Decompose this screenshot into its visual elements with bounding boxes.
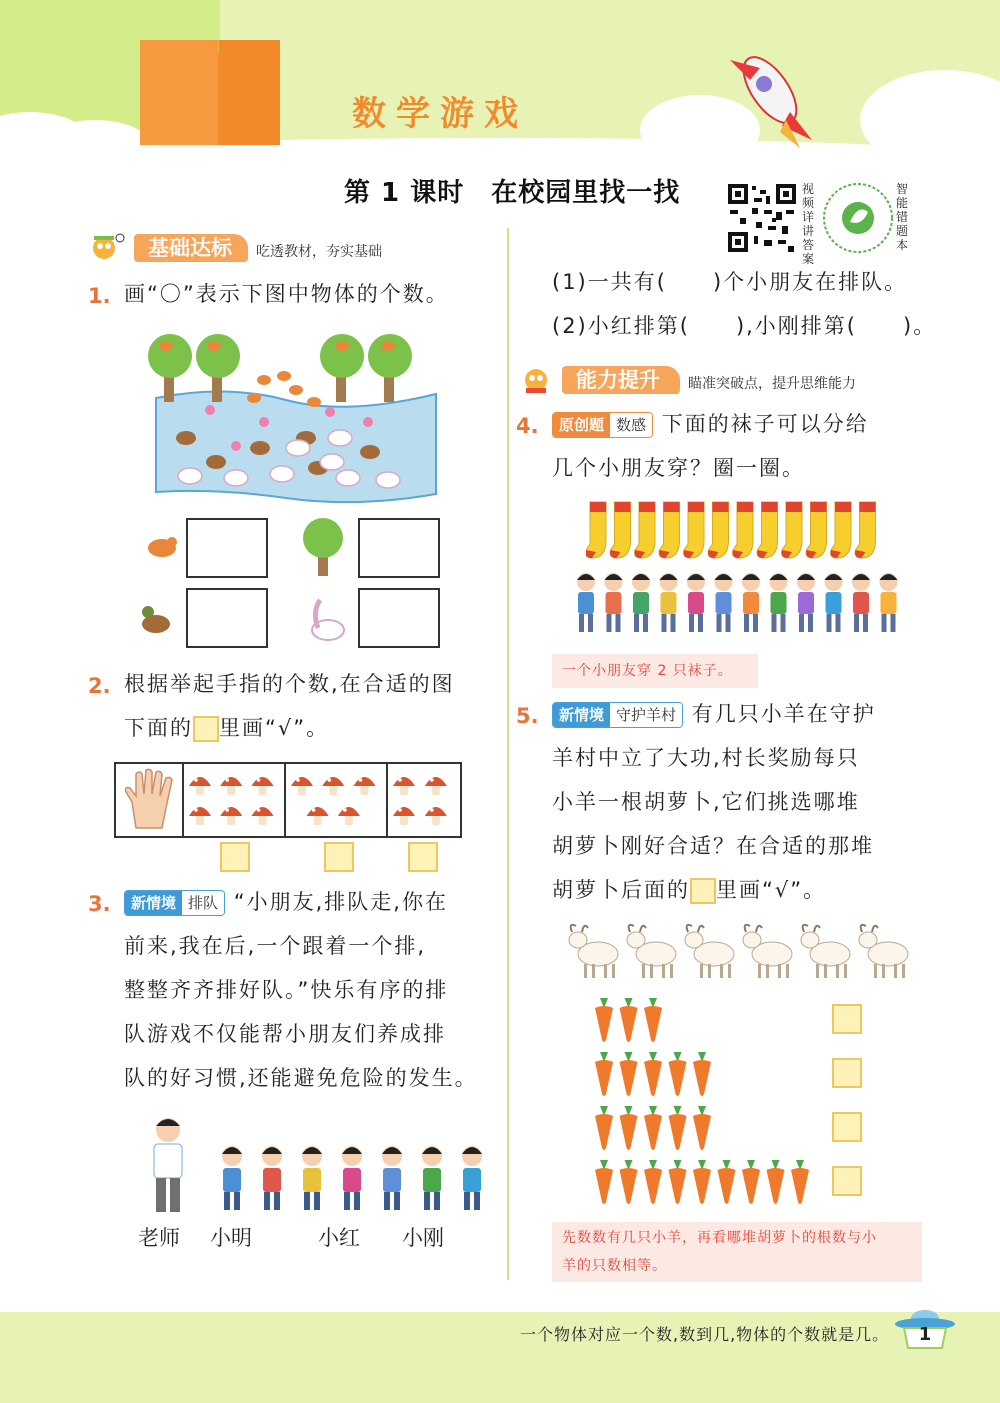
section-title: 能力提升 — [562, 366, 680, 394]
tree-group-right — [320, 334, 412, 402]
sock-icon — [610, 502, 630, 558]
carrot-icon — [718, 1160, 736, 1204]
column-divider — [507, 228, 509, 1280]
mushroom-icon — [425, 777, 447, 795]
footer-tip: 一个物体对应一个数,数到几,物体的个数就是几。 — [520, 1325, 890, 1344]
goat-icon — [859, 925, 908, 978]
answer-box-swan[interactable] — [358, 588, 440, 648]
sock-icon — [708, 502, 728, 558]
carrot-icon — [693, 1052, 711, 1096]
tick-box-pile-3[interactable] — [832, 1112, 862, 1142]
qr-code-icon[interactable] — [726, 182, 798, 254]
section-title: 基础达标 — [134, 234, 248, 262]
carrot-icon — [742, 1160, 760, 1204]
mushroom-icon — [322, 777, 344, 795]
sock-icon — [806, 502, 826, 558]
mushroom-icon — [189, 777, 211, 795]
label-xiaohong: 小红 — [318, 1226, 360, 1250]
swan-icon — [304, 592, 348, 644]
carrot-icon — [595, 998, 613, 1042]
carrot-icon — [669, 1160, 687, 1204]
carrot-icon — [644, 1052, 662, 1096]
duck-icon — [138, 600, 174, 636]
child-figure — [262, 1146, 282, 1210]
question-text-line5: 胡萝卜后面的 里画“√”。 — [552, 878, 827, 902]
carrot-icon — [693, 1160, 711, 1204]
tag-original: 原创题 数感 — [552, 412, 653, 438]
rocket-icon — [720, 40, 820, 150]
question-text-line1: 新情境 排队 “小朋友,排队走,你在 — [124, 880, 448, 924]
carrot-icon — [644, 1106, 662, 1150]
mushroom-groups — [116, 764, 460, 836]
question-text-line2: 下面的 里画“√”。 — [124, 716, 330, 740]
sock-icon — [757, 502, 777, 558]
tick-box-pile-4[interactable] — [832, 1166, 862, 1196]
mushroom-icon — [354, 777, 376, 795]
label-teacher: 老师 — [138, 1226, 180, 1250]
qr-label-mistakes: 智能错题本 — [896, 182, 909, 252]
sock-icon — [684, 502, 704, 558]
answer-box-tree[interactable] — [358, 518, 440, 578]
bird-icon — [144, 532, 180, 562]
tick-box-pile-2[interactable] — [832, 1058, 862, 1088]
mushroom-icon — [220, 777, 242, 795]
child-figure — [852, 573, 870, 632]
tag-new-context: 新情境 排队 — [124, 890, 225, 916]
tree-icon — [298, 516, 348, 578]
mushroom-icon — [220, 807, 242, 825]
question-text: 根据举起手指的个数,在合适的图 — [124, 672, 455, 696]
mushroom-icon — [189, 807, 211, 825]
mushroom-icon — [252, 807, 274, 825]
question-text-line3: 小羊一根胡萝卜,它们挑选哪堆 — [552, 790, 860, 814]
sock-icon — [831, 502, 851, 558]
child-figure — [605, 573, 623, 632]
carrot-icon — [620, 1160, 638, 1204]
carrot-icon — [693, 1106, 711, 1150]
child-figure — [797, 573, 815, 632]
child-figure — [825, 573, 843, 632]
child-figure — [462, 1146, 482, 1210]
teacher-figure — [154, 1118, 182, 1212]
goat-icon — [743, 925, 792, 978]
carrot-icon — [669, 1052, 687, 1096]
goat-icon — [685, 925, 734, 978]
tick-box-group-2[interactable] — [324, 842, 354, 872]
question-number: 2. — [88, 674, 111, 698]
sock-icon — [855, 502, 875, 558]
sock-icon — [635, 502, 655, 558]
sock-icon — [659, 502, 679, 558]
mushroom-icon — [252, 777, 274, 795]
socks-illustration — [586, 500, 886, 562]
hint-q4: 一个小朋友穿 2 只袜子。 — [552, 654, 758, 688]
question-text: 画“〇”表示下图中物体的个数。 — [124, 282, 449, 306]
tick-box-sample — [690, 878, 716, 904]
question-text-line2: 几个小朋友穿？圈一圈。 — [552, 456, 805, 480]
mini-program-code-icon[interactable] — [822, 182, 894, 254]
answer-box-duck[interactable] — [186, 588, 268, 648]
goats-illustration — [562, 922, 912, 982]
child-figure — [302, 1146, 322, 1210]
mushroom-icon — [425, 807, 447, 825]
question-text-line4: 队游戏不仅能帮小朋友们养成排 — [124, 1022, 446, 1046]
child-figure — [660, 573, 678, 632]
tag-new-context: 新情境 守护羊村 — [552, 702, 683, 728]
sock-icon — [782, 502, 802, 558]
section-basic — [86, 232, 486, 262]
carrot-icon — [620, 1106, 638, 1150]
question-text-line3: 整整齐齐排好队。”快乐有序的排 — [124, 978, 449, 1002]
sub-question-2: (2)小红排第( ),小刚排第( )。 — [552, 314, 937, 338]
child-figure — [880, 573, 898, 632]
child-figure — [687, 573, 705, 632]
qr-label-video: 视频详讲答案 — [802, 182, 815, 266]
child-figure — [342, 1146, 362, 1210]
carrot-icon — [791, 1160, 809, 1204]
child-figure — [577, 573, 595, 632]
kids-illustration — [574, 570, 900, 640]
sock-icon — [586, 502, 606, 558]
question-text-line5: 队的好习惯,还能避免危险的发生。 — [124, 1066, 478, 1090]
label-xiaoming: 小明 — [210, 1226, 252, 1250]
carrot-icon — [644, 1160, 662, 1204]
carrot-icon — [595, 1052, 613, 1096]
question-text-line1: 新情境 守护羊村 有几只小羊在守护 — [552, 692, 876, 736]
child-figure — [222, 1146, 242, 1210]
title-tab-fold — [140, 40, 218, 145]
mushroom-icon — [307, 807, 329, 825]
question-number: 4. — [516, 414, 539, 438]
carrot-icon — [767, 1160, 785, 1204]
question-number: 3. — [88, 892, 111, 916]
mushroom-icon — [291, 777, 313, 795]
mushroom-icon — [393, 807, 415, 825]
goat-icon — [801, 925, 850, 978]
finger-mushroom-table — [114, 762, 462, 838]
goat-icon — [569, 925, 618, 978]
section-advanced — [514, 364, 934, 394]
goat-icon — [627, 925, 676, 978]
child-figure — [742, 573, 760, 632]
child-figure — [715, 573, 733, 632]
carrot-icon — [595, 1160, 613, 1204]
question-text-line4: 胡萝卜刚好合适？在合适的那堆 — [552, 834, 874, 858]
page-number: 1 — [918, 1324, 932, 1345]
carrot-piles-illustration — [592, 994, 822, 1206]
child-figure — [382, 1146, 402, 1210]
mushroom-icon — [338, 807, 360, 825]
question-text-line2: 羊村中立了大功,村长奖励每只 — [552, 746, 860, 770]
child-figure — [770, 573, 788, 632]
question-text-line2: 前来,我在后,一个跟着一个排, — [124, 934, 427, 958]
tick-box-group-1[interactable] — [220, 842, 250, 872]
carrot-icon — [669, 1106, 687, 1150]
sub-question-1: (1)一共有( )个小朋友在排队。 — [552, 270, 908, 294]
hint-q5: 先数数有几只小羊，再看哪堆胡萝卜的根数与小 羊的只数相等。 — [552, 1222, 922, 1282]
question-text-line1: 原创题 数感 下面的袜子可以分给 — [552, 402, 869, 446]
section-subtitle: 吃透教材，夯实基础 — [256, 244, 382, 260]
sock-icon — [733, 502, 753, 558]
pond-scene-illustration — [136, 328, 442, 508]
queue-illustration — [140, 1112, 486, 1216]
label-xiaogang: 小刚 — [402, 1226, 444, 1250]
robot-icon — [86, 232, 130, 262]
mushroom-icon — [393, 777, 415, 795]
child-figure — [422, 1146, 442, 1210]
carrot-icon — [620, 1052, 638, 1096]
section-subtitle: 瞄准突破点，提升思维能力 — [688, 376, 856, 392]
question-number: 5. — [516, 704, 539, 728]
carrot-icon — [595, 1106, 613, 1150]
page-title: 数学游戏 — [352, 94, 528, 134]
tick-box-sample — [193, 716, 219, 742]
answer-box-bird[interactable] — [186, 518, 268, 578]
tick-box-group-3[interactable] — [408, 842, 438, 872]
lesson-title: 第 1 课时 在校园里找一找 — [344, 178, 681, 208]
robot-icon — [514, 364, 558, 394]
tick-box-pile-1[interactable] — [832, 1004, 862, 1034]
carrot-icon — [644, 998, 662, 1042]
question-number: 1. — [88, 284, 111, 308]
child-figure — [632, 573, 650, 632]
carrot-icon — [620, 998, 638, 1042]
